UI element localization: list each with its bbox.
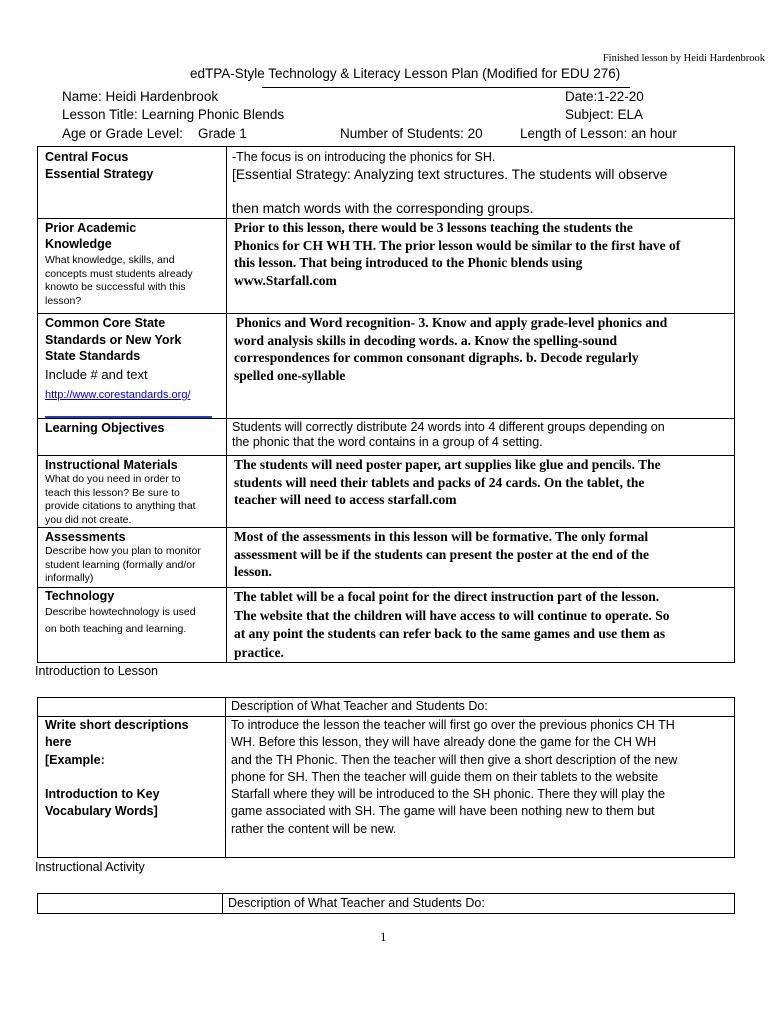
content-line: the phonic that the word contains in a group of 4 setting. — [232, 435, 543, 449]
author-note: Finished lesson by Heidi Hardenbrook — [602, 53, 765, 64]
content-line: teacher will need to access starfall.com — [234, 492, 457, 507]
introduction-header-empty-cell — [38, 698, 226, 716]
column-header: Description of What Teacher and Students Do: — [228, 896, 485, 910]
learning-objectives-content — [227, 419, 734, 455]
content-line: word analysis skills in decoding words. a. Know the spelling-sound — [234, 332, 617, 348]
learning-objectives-label-cell — [38, 419, 227, 455]
hint-line: teach this lesson? Be sure to — [45, 486, 180, 499]
teacher-name: Name: Heidi Hardenbrook — [62, 89, 219, 104]
materials-hint — [45, 473, 226, 527]
number-of-students: Number of Students: 20 — [340, 126, 483, 141]
hint-line: knowto be successful with this — [45, 281, 186, 293]
introduction-header-row — [38, 698, 734, 717]
content-line: at any point the students can refer back to the same games and use them as — [234, 626, 666, 641]
materials-label: Instructional Materials — [45, 458, 178, 472]
introduction-label: Introduction to Key — [45, 787, 160, 802]
content-line: game associated with SH. The game will have been nothing new to them but — [231, 804, 655, 819]
row-learning-objectives — [38, 419, 734, 456]
content-line: WH. Before this lesson, they will have already done the game for the CH WH — [231, 735, 657, 750]
materials-content — [227, 456, 734, 527]
hint-line: student learning (formally and/or — [45, 558, 196, 571]
content-line: [Essential Strategy: Analyzing text structures. The students will observe — [232, 167, 668, 182]
assessments-hint — [45, 545, 226, 586]
introduction-heading: Introduction to Lesson — [35, 664, 158, 678]
prior-knowledge-label: Prior Academic — [45, 221, 137, 235]
content-line: The students will need poster paper, art supplies like glue and pencils. The — [234, 457, 661, 472]
hint-line: on both teaching and learning. — [45, 623, 187, 635]
technology-hint — [45, 604, 226, 638]
content-line: lesson. — [234, 564, 272, 579]
prior-knowledge-hint — [45, 254, 226, 308]
activity-header-row — [38, 894, 734, 913]
content-line: this lesson. That being introduced to the Phonic blends using — [234, 255, 583, 271]
central-focus-content — [227, 147, 734, 218]
introduction-body-row — [38, 717, 734, 857]
essential-strategy-label: Essential Strategy — [45, 167, 154, 181]
assessments-label: Assessments — [45, 530, 126, 544]
standards-content — [227, 314, 734, 418]
row-assessments — [38, 528, 734, 588]
lesson-subject: Subject: ELA — [565, 107, 644, 122]
content-line: Most of the assessments in this lesson will be formative. The only formal — [234, 529, 649, 544]
introduction-content — [226, 717, 734, 857]
technology-label-cell — [38, 588, 227, 662]
row-prior-knowledge — [38, 219, 734, 314]
content-line: assessment will be if the students can present the poster at the end of the — [234, 546, 649, 562]
link-underline-rule — [45, 416, 212, 418]
content-line: students will need their tablets and packs of 24 cards. On the tablet, the — [234, 474, 645, 490]
assessments-content — [227, 528, 734, 587]
technology-content — [227, 588, 734, 662]
row-standards — [38, 314, 734, 419]
standards-include-note: Include # and text — [45, 366, 148, 382]
technology-label: Technology — [45, 589, 115, 603]
hint-line: concepts must students already — [45, 267, 193, 280]
hint-line: informally) — [45, 572, 94, 584]
lesson-title: Lesson Title: Learning Phonic Blends — [62, 107, 285, 122]
content-line: Starfall where they will be introduced to the SH phonic. There they will play the — [231, 787, 666, 802]
grade-level-label: Age or Grade Level: — [62, 126, 183, 141]
hint-line: provide citations to anything that — [45, 500, 196, 512]
hint-line: Describe how you plan to monitor — [45, 545, 201, 557]
activity-header-empty-cell — [38, 894, 223, 913]
prior-knowledge-label-cell — [38, 219, 227, 313]
materials-label-cell — [38, 456, 227, 527]
instructional-activity-heading: Instructional Activity — [35, 860, 145, 874]
hint-line: Describe howtechnology is used — [45, 606, 196, 618]
row-central-focus — [38, 147, 734, 219]
content-line: The website that the children will have access to will continue to operate. So — [234, 607, 670, 623]
content-line: Phonics and Word recognition- 3. Know and apply grade-level phonics and — [236, 315, 668, 330]
introduction-label: [Example: — [45, 752, 105, 767]
content-line: correspondences for common consonant digraphs. b. Decode regularly — [234, 350, 639, 366]
standards-label-cell — [38, 314, 227, 418]
prior-knowledge-label: Knowledge — [45, 237, 112, 251]
hint-line: What do you need in order to — [45, 473, 181, 485]
activity-header-cell — [223, 894, 734, 913]
prior-knowledge-content — [227, 219, 734, 313]
lesson-date: Date:1-22-20 — [565, 89, 644, 104]
introduction-label: Vocabulary Words] — [45, 804, 158, 819]
introduction-table — [37, 697, 735, 858]
content-line: Students will correctly distribute 24 words into 4 different groups depending on — [232, 420, 665, 434]
content-line: practice. — [234, 644, 284, 660]
row-instructional-materials — [38, 456, 734, 528]
grade-level-value: Grade 1 — [198, 126, 247, 141]
standards-label: State Standards — [45, 349, 141, 363]
standards-label: Standards or New York — [45, 332, 182, 347]
content-line: The tablet will be a focal point for the direct instruction part of the lesson. — [234, 589, 660, 604]
hint-line: you did not create. — [45, 513, 132, 526]
learning-objectives-label: Learning Objectives — [45, 421, 165, 435]
introduction-label: here — [45, 735, 72, 750]
hint-line: What knowledge, skills, and — [45, 254, 175, 266]
hint-line: lesson? — [45, 294, 82, 307]
content-line: then match words with the corresponding groups. — [232, 201, 534, 216]
introduction-label-cell — [38, 717, 226, 857]
column-header: Description of What Teacher and Students Do: — [231, 699, 488, 713]
standards-label: Common Core State — [45, 316, 166, 330]
page-number: 1 — [380, 929, 387, 944]
content-line: www.Starfall.com — [234, 273, 337, 289]
instructional-activity-table — [37, 893, 735, 914]
title-underline — [262, 87, 630, 88]
central-focus-label: Central Focus — [45, 150, 129, 164]
content-line: spelled one-syllable — [234, 368, 346, 384]
content-line: Prior to this lesson, there would be 3 lessons teaching the students the — [234, 220, 633, 235]
content-line: and the TH Phonic. Then the teacher will then give a short description of the new — [231, 752, 678, 767]
content-line: Phonics for CH WH TH. The prior lesson would be similar to the first have of — [234, 237, 681, 253]
content-line: -The focus is on introducing the phonics for SH. — [232, 150, 496, 164]
lesson-plan-table — [37, 146, 735, 663]
content-line: phone for SH. Then the teacher will guide them on their tablets to the website — [231, 769, 659, 784]
document-title: edTPA-Style Technology & Literacy Lesson Plan (Modified for EDU 276) — [190, 66, 621, 81]
introduction-header-cell — [226, 698, 734, 716]
introduction-label: Write short descriptions — [45, 718, 189, 732]
row-technology — [38, 588, 734, 662]
lesson-length: Length of Lesson: an hour — [520, 126, 677, 141]
central-focus-label-cell — [38, 147, 227, 218]
assessments-label-cell — [38, 528, 227, 587]
content-line: rather the content will be new. — [231, 821, 397, 836]
corestandards-link[interactable]: http://www.corestandards.org/ — [45, 388, 191, 401]
content-line: To introduce the lesson the teacher will first go over the previous phonics CH TH — [231, 718, 675, 732]
